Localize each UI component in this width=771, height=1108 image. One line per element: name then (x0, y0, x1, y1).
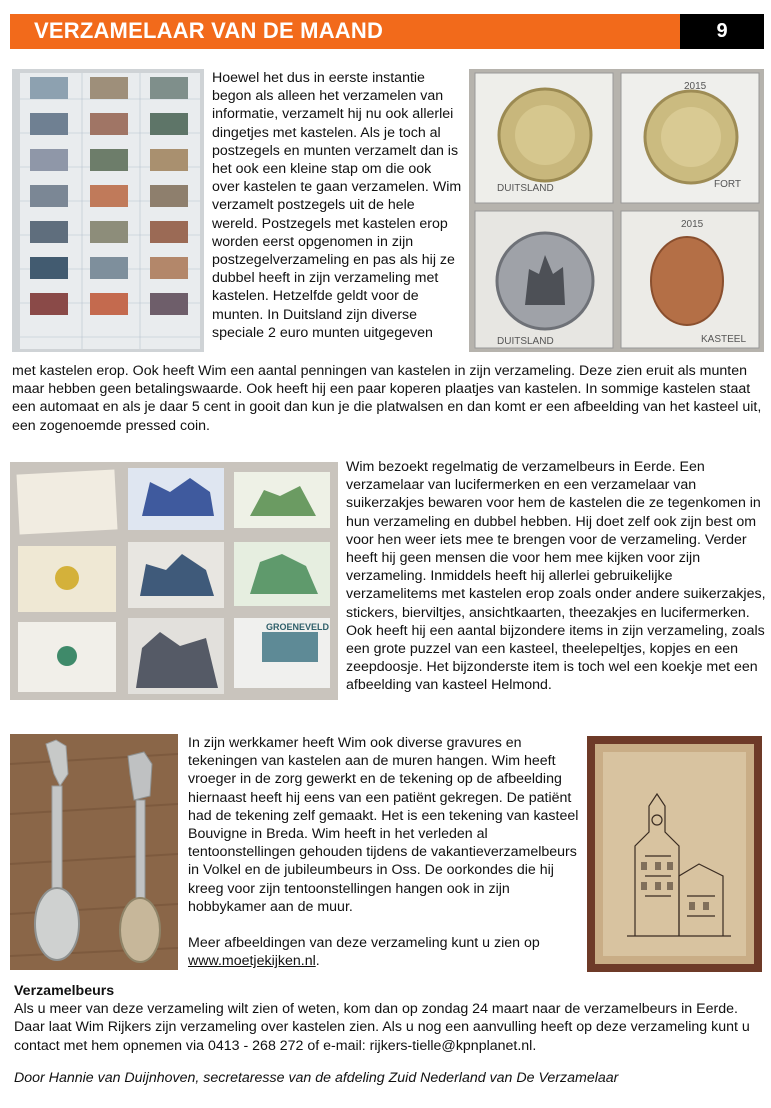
verzamelbeurs-text: Als u meer van deze verzameling wilt zien of weten, kom dan op zondag 24 maart naar de verzamelbeurs in Eerde. Daar laat Wim Rijkers zijn verzameling over kastelen zien. Als u nog een aanvulling heeft op deze verzameling kunt u contact met hem opnemen via 0413 - 268 272 of e-mail: rijkers-tielle@kpnplanet.nl. (14, 1001, 750, 1054)
coin-label-fort: FORT (714, 179, 742, 190)
section1-full-text (12, 362, 764, 435)
section3-text (188, 734, 580, 970)
verzamelbeurs-section (14, 982, 764, 1055)
section1-wrapped-text (212, 69, 462, 342)
coins-photo (469, 69, 764, 352)
sugar-packets-photo (10, 462, 338, 700)
coin-label-duitsland-1: DUITSLAND (497, 183, 554, 194)
author-credit (14, 1069, 764, 1087)
sugar-packet-label: GROENEVELD (266, 622, 330, 632)
stamp-album-photo (12, 69, 204, 352)
castle-drawing-photo (587, 736, 762, 972)
more-images-line (188, 934, 580, 970)
page-title: VERZAMELAAR VAN DE MAAND (34, 18, 384, 43)
section2-para: Wim bezoekt regelmatig de verzamelbeurs in Eerde. Een verzamelaar van lucifermerken en een verzamelaar van suikerzakjes bewaren voor hem de kastelen die ze tegenkomen in hun verzameling en dubbel hebben. Hij doet zelf ook zijn best om voor hen weer iets mee te brengen voor de verzameling. Verder heeft hij geen mensen die voor hem mee kijken voor zijn verzameling. Inmiddels heeft hij allerlei gebruikelijke verzamelitems met kastelen erop zoals onder andere suikerzakjes, stickers, bierviltjes, ansichtkaarten, theezakjes en lucifermerken. Ook heeft hij een aantal bijzondere items in zijn verzameling, zoals een grote puzzel van een kasteel, theelepeltjes, kopjes en een zeepdoosje. Het bijzonderste item is toch wel een koekje met een afbeelding van kasteel Helmond. (346, 459, 766, 694)
coin-label-kasteel: KASTEEL (701, 334, 747, 345)
coin-label-2015-2: 2015 (681, 219, 704, 230)
more-images-text: Meer afbeeldingen van deze verzameling kunt u zien op (188, 935, 540, 952)
section2-text (346, 458, 766, 695)
page-number: 9 (680, 14, 764, 49)
verzamelbeurs-heading: Verzamelbeurs (14, 983, 115, 999)
coin-label-2015-1: 2015 (684, 81, 707, 92)
page-header (10, 14, 764, 49)
website-link[interactable]: www.moetjekijken.nl (188, 953, 316, 970)
link-suffix: . (315, 953, 320, 970)
section1-para-full: met kastelen erop. Ook heeft Wim een aantal penningen van kastelen in zijn verzameling. Deze zien eruit als munten maar hebben geen betalingswaarde. Ook heeft hij een paar koperen plaatjes van kastelen. In sommige kastelen staat een automaat en als je daar 5 cent in gooit dan kun je die platwalsen en dan komt er een afbeelding van het kasteel uit, een zogenoemde pressed coin. (12, 363, 762, 434)
spoons-photo (10, 734, 178, 970)
coin-label-duitsland-2: DUITSLAND (497, 336, 554, 347)
section3-para: In zijn werkkamer heeft Wim ook diverse gravures en tekeningen van kastelen aan de muren hangen. Wim heeft vroeger in de zorg gewerkt en de tekening op de afbeelding hiernaast heeft hij eens van een patiënt gekregen. De patiënt had de tekening zelf gemaakt. Het is een tekening van kasteel Bouvigne in Breda. Wim heeft in het verleden al tentoonstellingen gehouden tijdens de vakantieverzamelbeurs in Volkel en de jubileumbeurs in Oss. De oorkondes die hij kreeg voor zijn tentoonstellingen hangen ook in zijn hobbykamer aan de muur. (188, 735, 579, 915)
section1-para-wrap: Hoewel het dus in eerste instantie begon als alleen het verzamelen van informatie, verzamelt hij nu ook allerlei dingetjes met kastelen. Als je toch al postzegels en munten verzamelt dan is het ook een kleine stap om die ook over kastelen te gaan verzamelen. Wim verzamelt postzegels uit de hele wereld. Postzegels met kastelen erop worden eerst opgenomen in zijn postzegelverzameling en pas als hij ze dubbel heeft in zijn verzameling met kastelen. Hetzelfde geldt voor de munten. In Duitsland zijn diverse speciale 2 euro munten uitgegeven (212, 70, 462, 341)
credit-text: Door Hannie van Duijnhoven, secretaresse van de afdeling Zuid Nederland van De Verzamelaar (14, 1070, 619, 1086)
